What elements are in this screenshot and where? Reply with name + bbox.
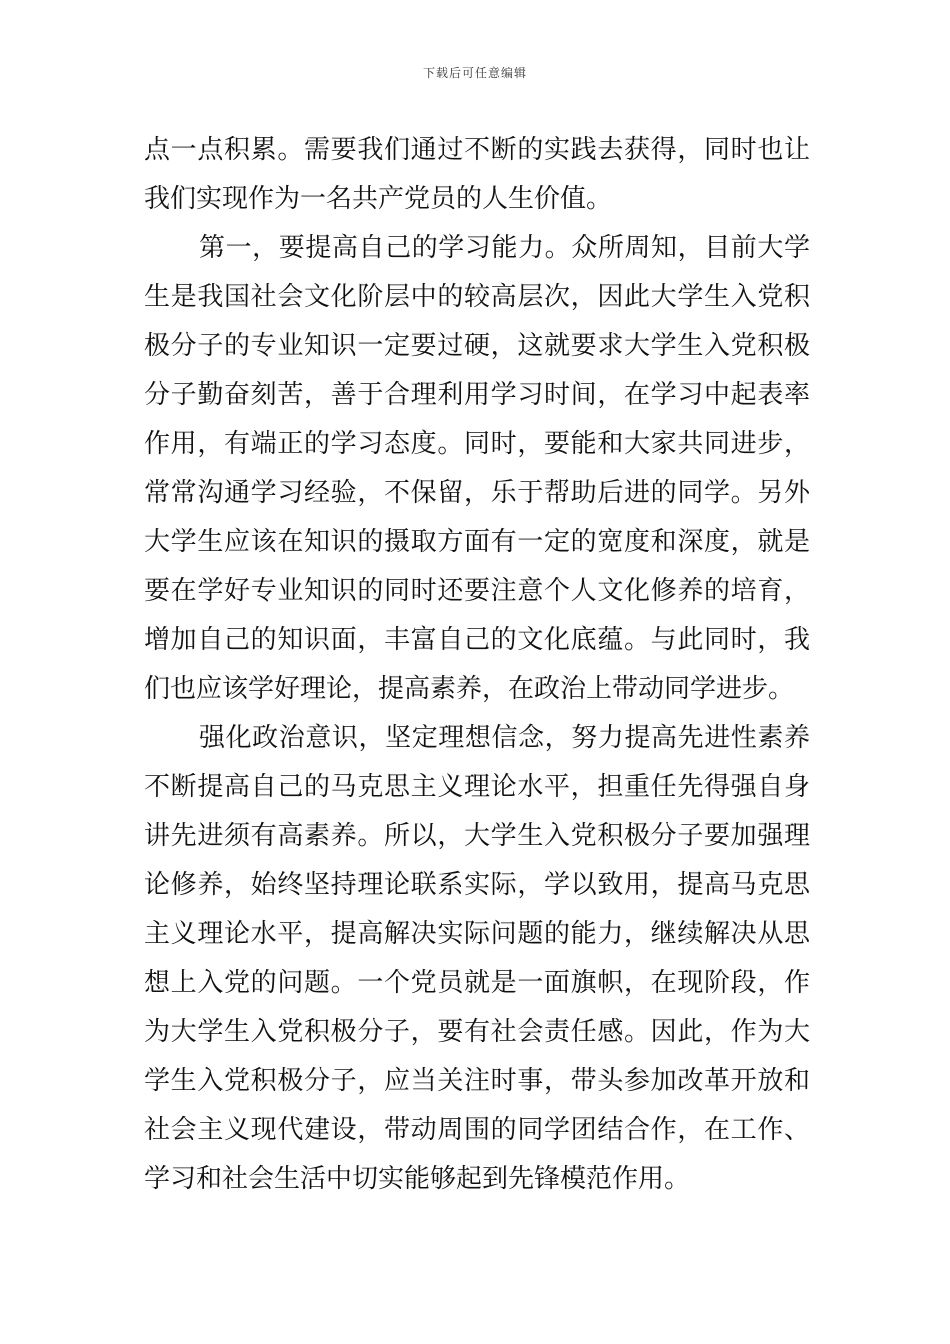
text-line: 增加自己的知识面，丰富自己的文化底蕴。与此同时，我 <box>144 625 810 655</box>
text-line: 点一点积累。需要我们通过不断的实践去获得，同时也让 <box>144 135 810 165</box>
text-line: 常常沟通学习经验，不保留，乐于帮助后进的同学。另外 <box>144 478 810 508</box>
text-line: 大学生应该在知识的摄取方面有一定的宽度和深度，就是 <box>144 527 810 557</box>
text-line: 为大学生入党积极分子，要有社会责任感。因此，作为大 <box>144 1017 810 1047</box>
text-line: 要在学好专业知识的同时还要注意个人文化修养的培育， <box>144 576 810 606</box>
paragraph-first-line: 强化政治意识，坚定理想信念，努力提高先进性素养 <box>199 723 810 753</box>
text-line: 学生入党积极分子，应当关注时事，带头参加改革开放和 <box>144 1066 810 1096</box>
document-body <box>144 126 810 1204</box>
text-line: 不断提高自己的马克思主义理论水平，担重任先得强自身 <box>144 772 810 802</box>
text-line: 学习和社会生活中切实能够起到先锋模范作用。 <box>144 1164 691 1194</box>
text-line: 生是我国社会文化阶层中的较高层次，因此大学生入党积 <box>144 282 810 312</box>
text-line: 想上入党的问题。一个党员就是一面旗帜，在现阶段，作 <box>144 968 810 998</box>
text-line: 们也应该学好理论，提高素养，在政治上带动同学进步。 <box>144 674 795 704</box>
paragraph-first-line: 第一，要提高自己的学习能力。众所周知，目前大学 <box>199 233 810 263</box>
text-line: 我们实现作为一名共产党员的人生价值。 <box>144 184 613 214</box>
text-line: 作用，有端正的学习态度。同时，要能和大家共同进步， <box>144 429 810 459</box>
text-line: 主义理论水平，提高解决实际问题的能力，继续解决从思 <box>144 919 810 949</box>
text-line: 社会主义现代建设，带动周围的同学团结合作，在工作、 <box>144 1115 810 1145</box>
text-line: 分子勤奋刻苦，善于合理利用学习时间，在学习中起表率 <box>144 380 810 410</box>
text-line: 论修养，始终坚持理论联系实际，学以致用，提高马克思 <box>144 870 810 900</box>
text-line: 讲先进须有高素养。所以，大学生入党积极分子要加强理 <box>144 821 810 851</box>
text-line: 极分子的专业知识一定要过硬，这就要求大学生入党积极 <box>144 331 810 361</box>
page-header: 下载后可任意编辑 <box>422 66 527 80</box>
